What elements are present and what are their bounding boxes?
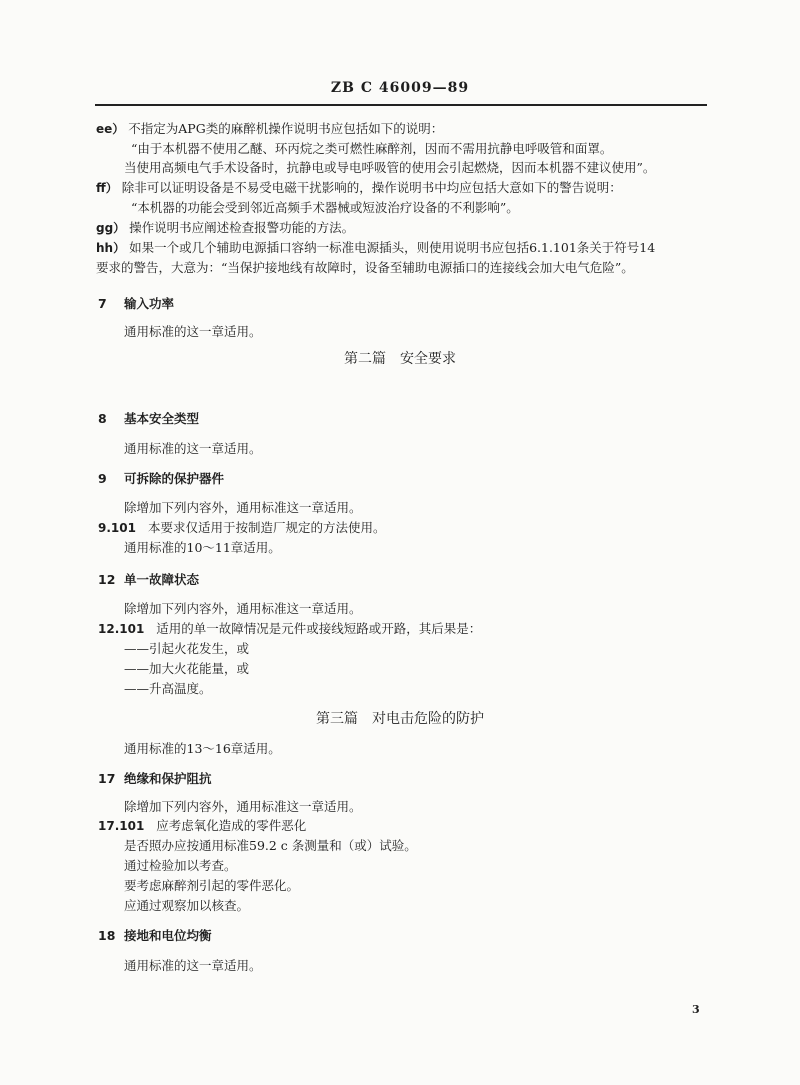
clause-9-101-body: 通用标准的10～11章适用。 xyxy=(124,540,281,555)
item-ff xyxy=(96,180,622,196)
item-ff-quote: “本机器的功能会受到邻近高频手术器械或短波治疗设备的不利影响”。 xyxy=(131,200,519,215)
section-18-title: 接地和电位均衡 xyxy=(124,928,212,943)
section-12-body: 除增加下列内容外，通用标准这一章适用。 xyxy=(124,601,362,616)
section-8-title: 基本安全类型 xyxy=(124,411,200,426)
section-7-number: 7 xyxy=(98,296,107,311)
item-ee-quote2: 当使用高频电气手术设备时，抗静电或导电呼吸管的使用会引起燃烧，因而本机器不建议使用”。 xyxy=(124,160,656,175)
clause-17-101-number: 17.101 xyxy=(98,819,145,833)
item-ee-label: ee） xyxy=(96,122,125,136)
section-17-body: 除增加下列内容外，通用标准这一章适用。 xyxy=(124,799,362,814)
item-hh-text2: 要求的警告，大意为：“当保护接地线有故障时，设备至辅助电源插口的连接线会加大电气危险”。 xyxy=(96,260,634,275)
standard-code-header: ZB C 46009—89 xyxy=(330,80,470,96)
clause-12-101 xyxy=(98,621,481,637)
item-ee-text: 不指定为APG类的麻醉机操作说明书应包括如下的说明： xyxy=(128,121,444,136)
section-9-title: 可拆除的保护器件 xyxy=(124,471,225,486)
list-item: ——引起火花发生，或 xyxy=(124,641,250,656)
item-ee-quote1: “由于本机器不使用乙醚、环丙烷之类可燃性麻醉剂，因而不需用抗静电呼吸管和面罩。 xyxy=(131,141,613,156)
item-hh-label: hh） xyxy=(96,241,126,255)
item-gg-text: 操作说明书应阐述检查报警功能的方法。 xyxy=(129,220,355,235)
section-8-number: 8 xyxy=(98,411,107,426)
item-ee xyxy=(96,121,443,137)
page-number: 3 xyxy=(692,1003,700,1016)
section-12-title: 单一故障状态 xyxy=(124,572,200,587)
clause-12-101-text: 适用的单一故障情况是元件或接线短路或开路，其后果是： xyxy=(156,621,482,636)
section-17-number: 17 xyxy=(98,771,116,786)
part-3-body: 通用标准的13～16章适用。 xyxy=(124,741,281,756)
clause-17-101-line: 要考虑麻醉剂引起的零件恶化。 xyxy=(124,878,300,893)
header-rule xyxy=(95,104,707,106)
clause-9-101-number: 9.101 xyxy=(98,521,136,535)
section-12-number: 12 xyxy=(98,572,116,587)
clause-9-101 xyxy=(98,520,385,536)
section-8-body: 通用标准的这一章适用。 xyxy=(124,441,262,456)
section-9-number: 9 xyxy=(98,471,107,486)
section-9-body: 除增加下列内容外，通用标准这一章适用。 xyxy=(124,500,362,515)
item-hh xyxy=(96,240,655,256)
item-hh-text: 如果一个或几个辅助电源插口容纳一标准电源插头，则使用说明书应包括6.1.101条关于符号14 xyxy=(129,240,656,255)
section-17-heading xyxy=(98,771,212,787)
section-17-title: 绝缘和保护阻抗 xyxy=(124,771,212,786)
section-7-heading xyxy=(98,296,174,312)
clause-17-101-line: 是否照办应按通用标准59.2 c 条测量和（或）试验。 xyxy=(124,838,417,853)
list-item: ——升高温度。 xyxy=(124,681,212,696)
item-gg xyxy=(96,220,354,236)
clause-9-101-text: 本要求仅适用于按制造厂规定的方法使用。 xyxy=(147,520,386,535)
item-gg-label: gg） xyxy=(96,221,126,235)
part-2-title: 第二篇 安全要求 xyxy=(344,351,456,367)
item-ff-label: ff） xyxy=(96,181,118,195)
list-item: ——加大火花能量，或 xyxy=(124,661,250,676)
clause-17-101-line: 通过检验加以考查。 xyxy=(124,858,237,873)
section-7-body: 通用标准的这一章适用。 xyxy=(124,324,262,339)
item-ff-text: 除非可以证明设备是不易受电磁干扰影响的，操作说明书中均应包括大意如下的警告说明： xyxy=(121,180,622,195)
section-12-heading xyxy=(98,572,199,588)
clause-12-101-number: 12.101 xyxy=(98,622,145,636)
section-8-heading xyxy=(98,411,199,427)
section-18-number: 18 xyxy=(98,928,116,943)
section-9-heading xyxy=(98,471,224,487)
section-18-heading xyxy=(98,928,212,944)
section-18-body: 通用标准的这一章适用。 xyxy=(124,958,262,973)
clause-17-101-text: 应考虑氧化造成的零件恶化 xyxy=(156,818,307,833)
part-3-title: 第三篇 对电击危险的防护 xyxy=(316,711,484,727)
section-7-title: 输入功率 xyxy=(124,296,175,311)
clause-17-101-line: 应通过观察加以核查。 xyxy=(124,898,250,913)
clause-17-101 xyxy=(98,818,306,834)
